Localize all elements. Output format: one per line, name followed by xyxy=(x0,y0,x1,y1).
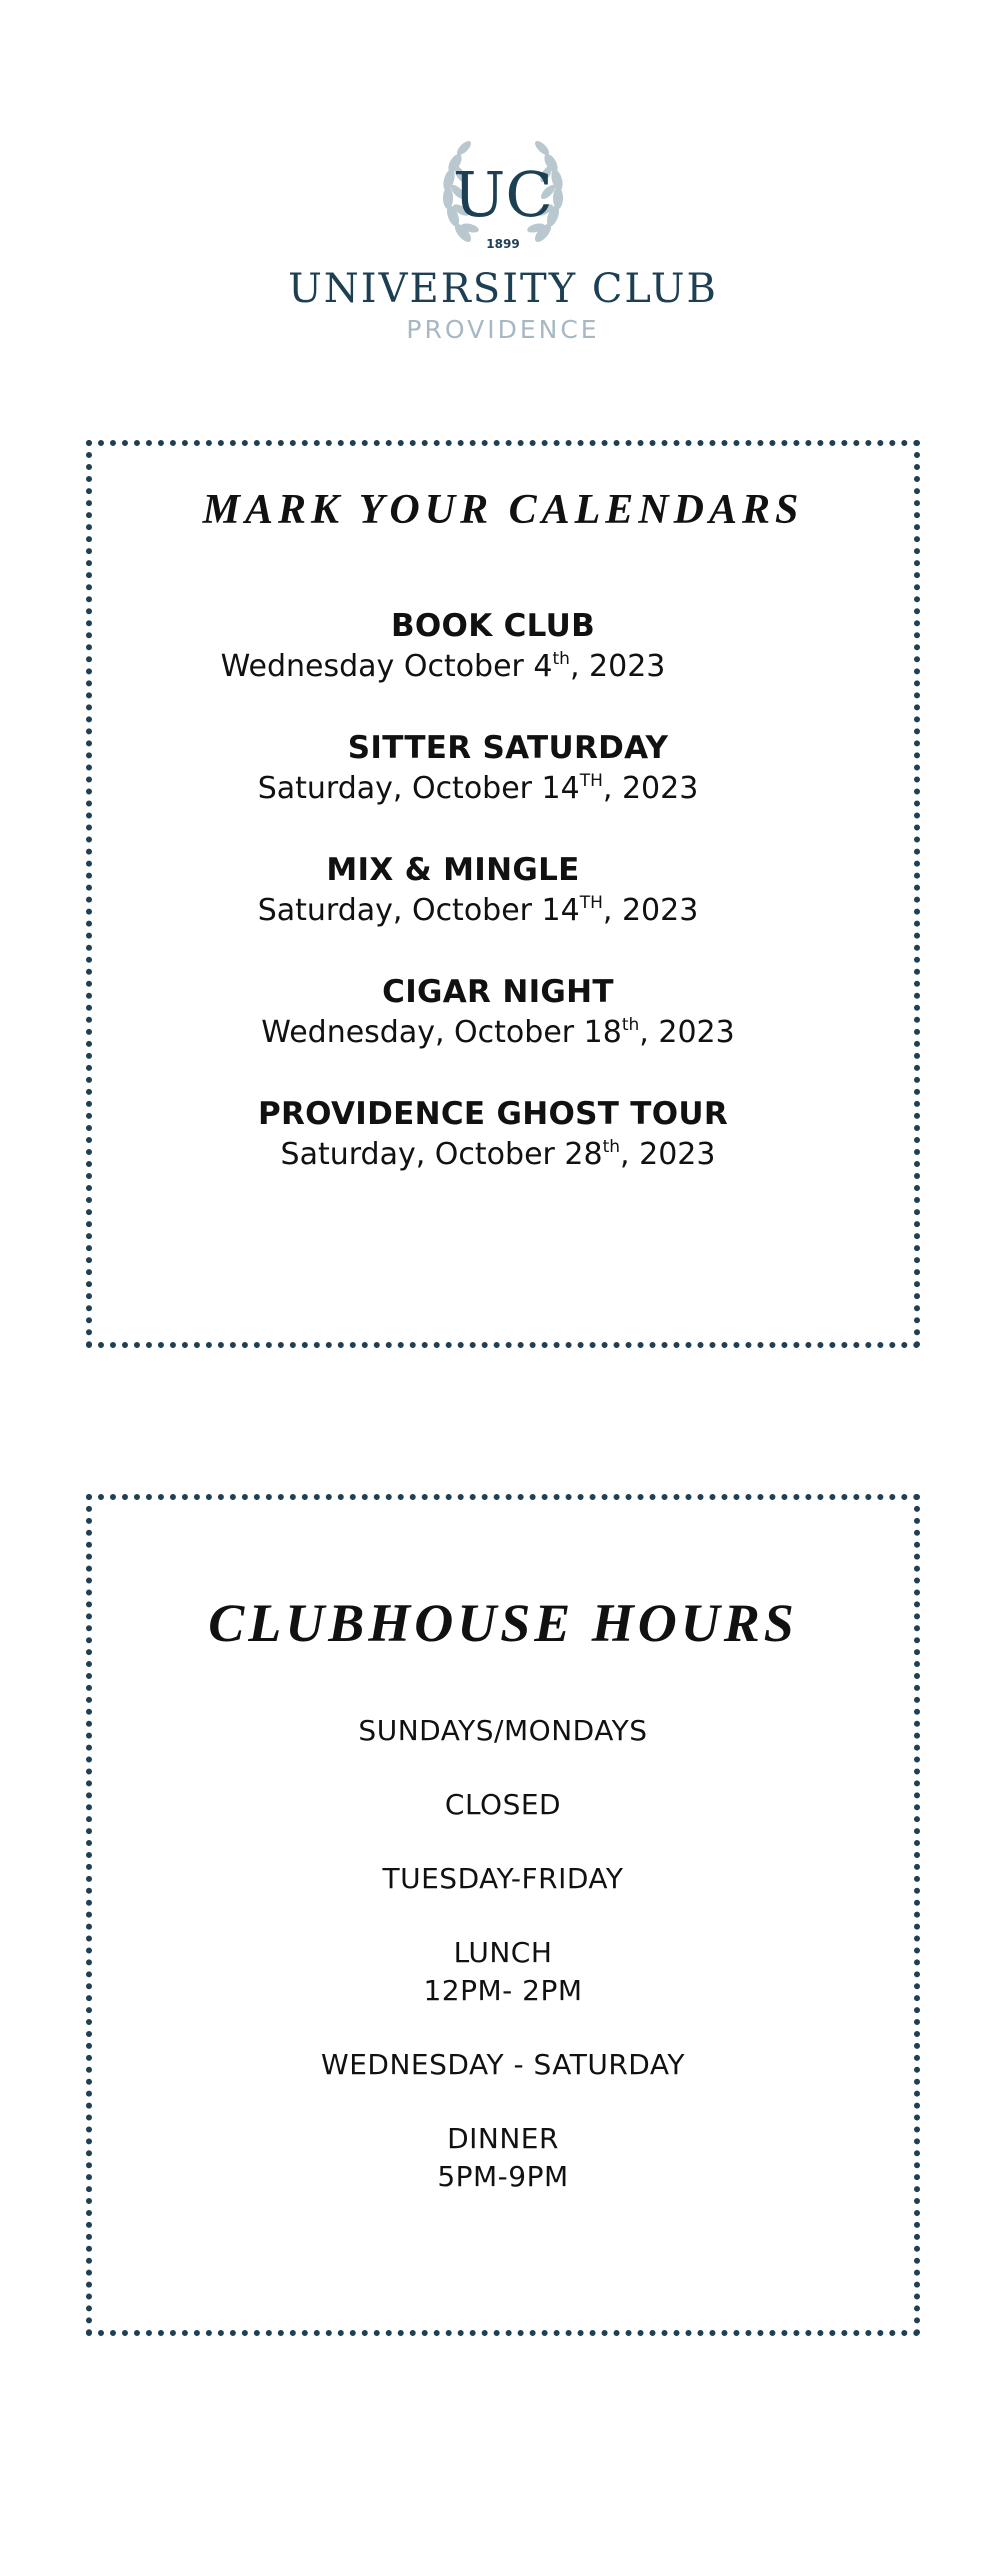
event-name: BOOK CLUB xyxy=(390,608,596,644)
event-item xyxy=(92,728,914,810)
calendar-box xyxy=(86,440,920,1348)
event-date: Saturday, October 14TH, 2023 xyxy=(257,771,699,806)
dinner-time: 5PM-9PM xyxy=(437,2160,569,2193)
event-date: Wednesday, October 18th, 2023 xyxy=(261,1015,735,1050)
event-name: SITTER SATURDAY xyxy=(347,730,669,766)
tue-fri-label: TUESDAY-FRIDAY xyxy=(382,1862,624,1895)
hours-box xyxy=(86,1494,920,2336)
event-date: Saturday, October 14TH, 2023 xyxy=(257,893,699,928)
lunch-time: 12PM- 2PM xyxy=(423,1974,583,2007)
hours-title: CLUBHOUSE HOURS xyxy=(208,1593,798,1653)
dinner-label: DINNER xyxy=(447,2122,559,2155)
event-name: MIX & MINGLE xyxy=(326,852,580,888)
event-list xyxy=(92,606,914,1216)
event-name: CIGAR NIGHT xyxy=(382,974,614,1010)
event-date: Saturday, October 28th, 2023 xyxy=(280,1137,716,1172)
event-item xyxy=(92,972,914,1054)
event-name: PROVIDENCE GHOST TOUR xyxy=(257,1096,729,1132)
laurel-crest-icon xyxy=(433,128,573,263)
event-item xyxy=(92,1094,914,1176)
crest-year: 1899 xyxy=(486,237,520,251)
hours-list xyxy=(92,1712,914,2196)
event-date: Wednesday October 4th, 2023 xyxy=(220,649,666,684)
club-name: UNIVERSITY CLUB xyxy=(288,266,718,312)
crest-monogram: UC xyxy=(453,158,553,231)
lunch-label: LUNCH xyxy=(453,1936,553,1969)
calendar-title: MARK YOUR CALENDARS xyxy=(202,487,804,533)
club-logo xyxy=(0,128,1006,345)
club-city: PROVIDENCE xyxy=(406,315,600,344)
wed-sat-label: WEDNESDAY - SATURDAY xyxy=(321,2048,685,2081)
sun-mon-value: CLOSED xyxy=(444,1788,562,1821)
event-item xyxy=(92,850,914,932)
event-item xyxy=(92,606,914,688)
sun-mon-label: SUNDAYS/MONDAYS xyxy=(358,1714,648,1747)
